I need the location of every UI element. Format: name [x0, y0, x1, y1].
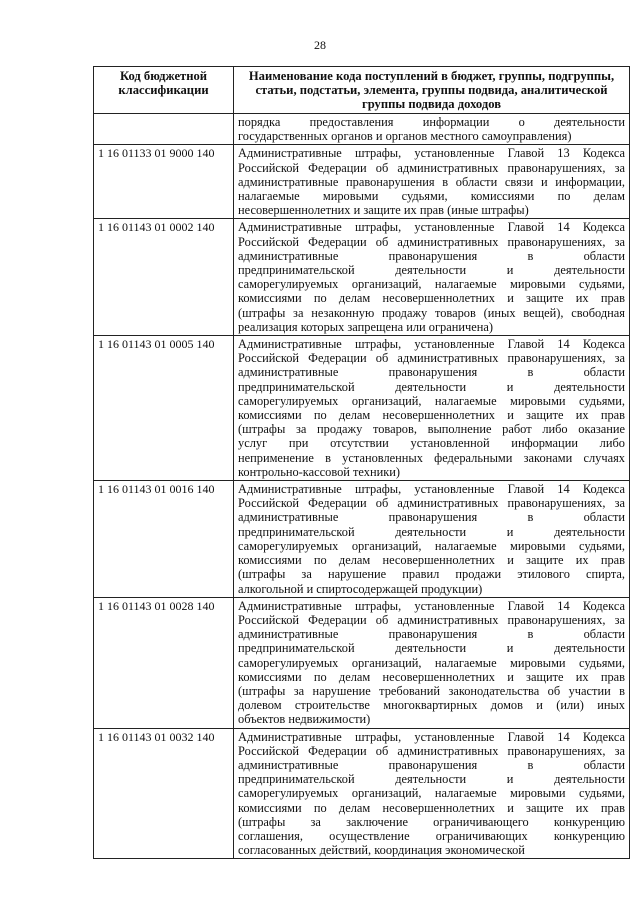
description-line: Административные штрафы, установленные Главой 14 Кодекса [238, 337, 625, 352]
description-line: административные правонарушения в области связи и информации, [238, 174, 625, 189]
revenue-description [234, 597, 630, 728]
description-line: комиссиями по делам несовершеннолетних и защите их прав [238, 291, 625, 306]
description-line: Российской Федерации об административных правонарушениях, за [238, 234, 625, 249]
description-line: (штрафы за нарушение правил продажи этилового спирта, [238, 567, 625, 582]
table-row [94, 145, 630, 219]
table-body [94, 114, 630, 859]
description-line: административные правонарушения в области [238, 365, 625, 380]
table-row [94, 219, 630, 336]
description-line: контрольно-кассовой техники) [238, 464, 400, 479]
revenue-description [234, 114, 630, 145]
table-row [94, 114, 630, 145]
revenue-description [234, 728, 630, 859]
description-line: Российской Федерации об административных правонарушениях, за [238, 743, 625, 758]
budget-code [94, 114, 234, 145]
description-line: Российской Федерации об административных правонарушениях, за [238, 160, 625, 175]
description-line: саморегулируемых организаций, налагаемые мировыми судьями, [238, 277, 625, 292]
description-line: неприменение в установленных федеральными законами случаях [238, 450, 625, 465]
budget-code: 1 16 01143 01 0002 140 [94, 219, 234, 336]
description-line: услуг при отсутствии установленной информации либо [238, 436, 625, 451]
revenue-description [234, 336, 630, 481]
description-line: налагаемые мировыми судьями, комиссиями по делам [238, 189, 625, 204]
header-code: Код бюджетной классификации [94, 67, 234, 114]
description-line: предпринимательской деятельности и деятельности [238, 524, 625, 539]
description-line: Административные штрафы, установленные Главой 14 Кодекса [238, 482, 625, 497]
table-row [94, 481, 630, 598]
description-line: (штрафы за нарушение требований законодательства об участии в [238, 683, 625, 698]
description-line: государственных органов и органов местного самоуправления) [238, 129, 572, 144]
description-line: Российской Федерации об административных правонарушениях, за [238, 351, 625, 366]
description-line: соглашения, осуществление ограничивающих конкуренцию [238, 828, 625, 843]
revenue-description [234, 481, 630, 598]
table-row [94, 336, 630, 481]
budget-code: 1 16 01143 01 0028 140 [94, 597, 234, 728]
table-row [94, 597, 630, 728]
budget-code: 1 16 01133 01 9000 140 [94, 145, 234, 219]
description-line: алкогольной и спиртосодержащей продукции) [238, 581, 483, 596]
budget-classification-table [93, 66, 630, 859]
description-line: (штрафы за продажу товаров, выполнение работ либо оказание [238, 422, 625, 437]
description-line: саморегулируемых организаций, налагаемые мировыми судьями, [238, 538, 625, 553]
budget-code: 1 16 01143 01 0032 140 [94, 728, 234, 859]
description-line: саморегулируемых организаций, налагаемые мировыми судьями, [238, 655, 625, 670]
description-line: комиссиями по делам несовершеннолетних и защите их прав [238, 669, 625, 684]
description-line: (штрафы за незаконную продажу товаров (иных вещей), свободная [238, 305, 625, 320]
table-row [94, 728, 630, 859]
description-line: порядка предоставления информации о деятельности [238, 115, 625, 129]
description-line: Административные штрафы, установленные Главой 14 Кодекса [238, 220, 625, 235]
budget-code: 1 16 01143 01 0016 140 [94, 481, 234, 598]
revenue-description [234, 219, 630, 336]
description-line: (штрафы за заключение ограничивающего конкуренцию [238, 814, 625, 829]
page-number: 28 [314, 38, 326, 52]
header-name: Наименование кода поступлений в бюджет, группы, подгруппы, статьи, подстатьи, элемента, группы подвида, аналитической группы подвида доходов [234, 67, 630, 114]
description-line: долевом строительстве многоквартирных домов и (или) иных [238, 698, 625, 713]
description-line: саморегулируемых организаций, налагаемые мировыми судьями, [238, 786, 625, 801]
description-line: предпринимательской деятельности и деятельности [238, 641, 625, 656]
description-line: административные правонарушения в области [238, 757, 625, 772]
description-line: предпринимательской деятельности и деятельности [238, 263, 625, 278]
description-line: административные правонарушения в области [238, 627, 625, 642]
description-line: Административные штрафы, установленные Главой 14 Кодекса [238, 598, 625, 613]
description-line: предпринимательской деятельности и деятельности [238, 379, 625, 394]
table-header-row [94, 67, 630, 114]
description-line: Российской Федерации об административных правонарушениях, за [238, 496, 625, 511]
description-line: комиссиями по делам несовершеннолетних и защите их прав [238, 553, 625, 568]
budget-code: 1 16 01143 01 0005 140 [94, 336, 234, 481]
revenue-description [234, 145, 630, 219]
description-line: саморегулируемых организаций, налагаемые мировыми судьями, [238, 393, 625, 408]
description-line: административные правонарушения в области [238, 248, 625, 263]
description-line: несовершеннолетних и защите их прав (иные штрафы) [238, 203, 529, 218]
description-line: предпринимательской деятельности и деятельности [238, 772, 625, 787]
description-line: комиссиями по делам несовершеннолетних и защите их прав [238, 408, 625, 423]
description-line: согласованных действий, координация экономической [238, 843, 525, 858]
description-line: объектов недвижимости) [238, 712, 371, 727]
description-line: комиссиями по делам несовершеннолетних и защите их прав [238, 800, 625, 815]
description-line: административные правонарушения в области [238, 510, 625, 525]
description-line: Административные штрафы, установленные Главой 14 Кодекса [238, 729, 625, 744]
description-line: Российской Федерации об административных правонарушениях, за [238, 612, 625, 627]
description-line: реализация которых запрещена или ограничена) [238, 319, 493, 334]
description-line: Административные штрафы, установленные Главой 13 Кодекса [238, 146, 625, 161]
